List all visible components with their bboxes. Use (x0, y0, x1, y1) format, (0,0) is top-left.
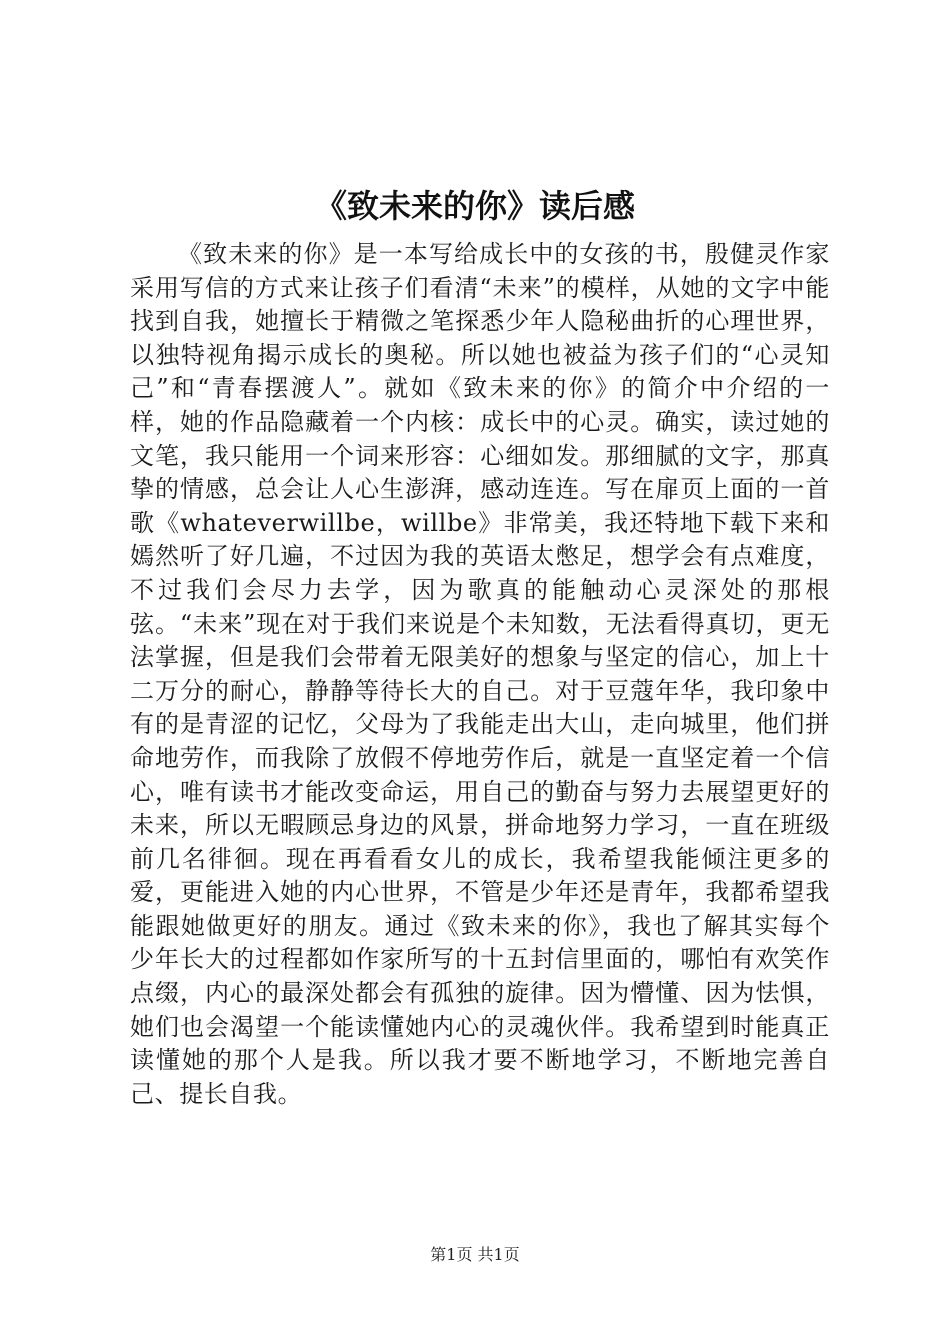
body-paragraph: 《致未来的你》是一本写给成长中的女孩的书，殷健灵作家采用写信的方式来让孩子们看清“未来”的模样，从她的文字中能找到自我，她擅长于精微之笔探悉少年人隐秘曲折的心理世界，以独特视角揭示成长的奥秘。所以她也被益为孩子们的“心灵知己”和“青春摆渡人”。就如《致未来的你》的简介中介绍的一样，她的作品隐藏着一个内核：成长中的心灵。确实，读过她的文笔，我只能用一个词来形容：心细如发。那细腻的文字，那真挚的情感，总会让人心生澎湃，感动连连。写在扉页上面的一首歌《whateverwillbe，willbe》非常美，我还特地下载下来和嫣然听了好几遍，不过因为我的英语太憋足，想学会有点难度，不过我们会尽力去学，因为歌真的能触动心灵深处的那根弦。“未来”现在对于我们来说是个未知数，无法看得真切，更无法掌握，但是我们会带着无限美好的想象与坚定的信心，加上十二万分的耐心，静静等待长大的自己。对于豆蔻年华，我印象中有的是青涩的记忆，父母为了我能走出大山，走向城里，他们拼命地劳作，而我除了放假不停地劳作后，就是一直坚定着一个信心，唯有读书才能改变命运，用自己的勤奋与努力去展望更好的未来，所以无暇顾忌身边的风景，拼命地努力学习，一直在班级前几名徘徊。现在再看看女儿的成长，我希望我能倾注更多的爱，更能进入她的内心世界，不管是少年还是青年，我都希望我能跟她做更好的朋友。通过《致未来的你》，我也了解其实每个少年长大的过程都如作家所写的十五封信里面的，哪怕有欢笑作点缀，内心的最深处都会有孤独的旋律。因为懵懂、因为怯惧，她们也会渴望一个能读懂她内心的灵魂伙伴。我希望到时能真正读懂她的那个人是我。所以我才要不断地学习，不断地完善自己、提长自我。 (130, 240, 830, 1108)
page-number-footer: 第1页 共1页 (430, 1245, 520, 1264)
document-title: 《致未来的你》读后感 (314, 187, 635, 225)
